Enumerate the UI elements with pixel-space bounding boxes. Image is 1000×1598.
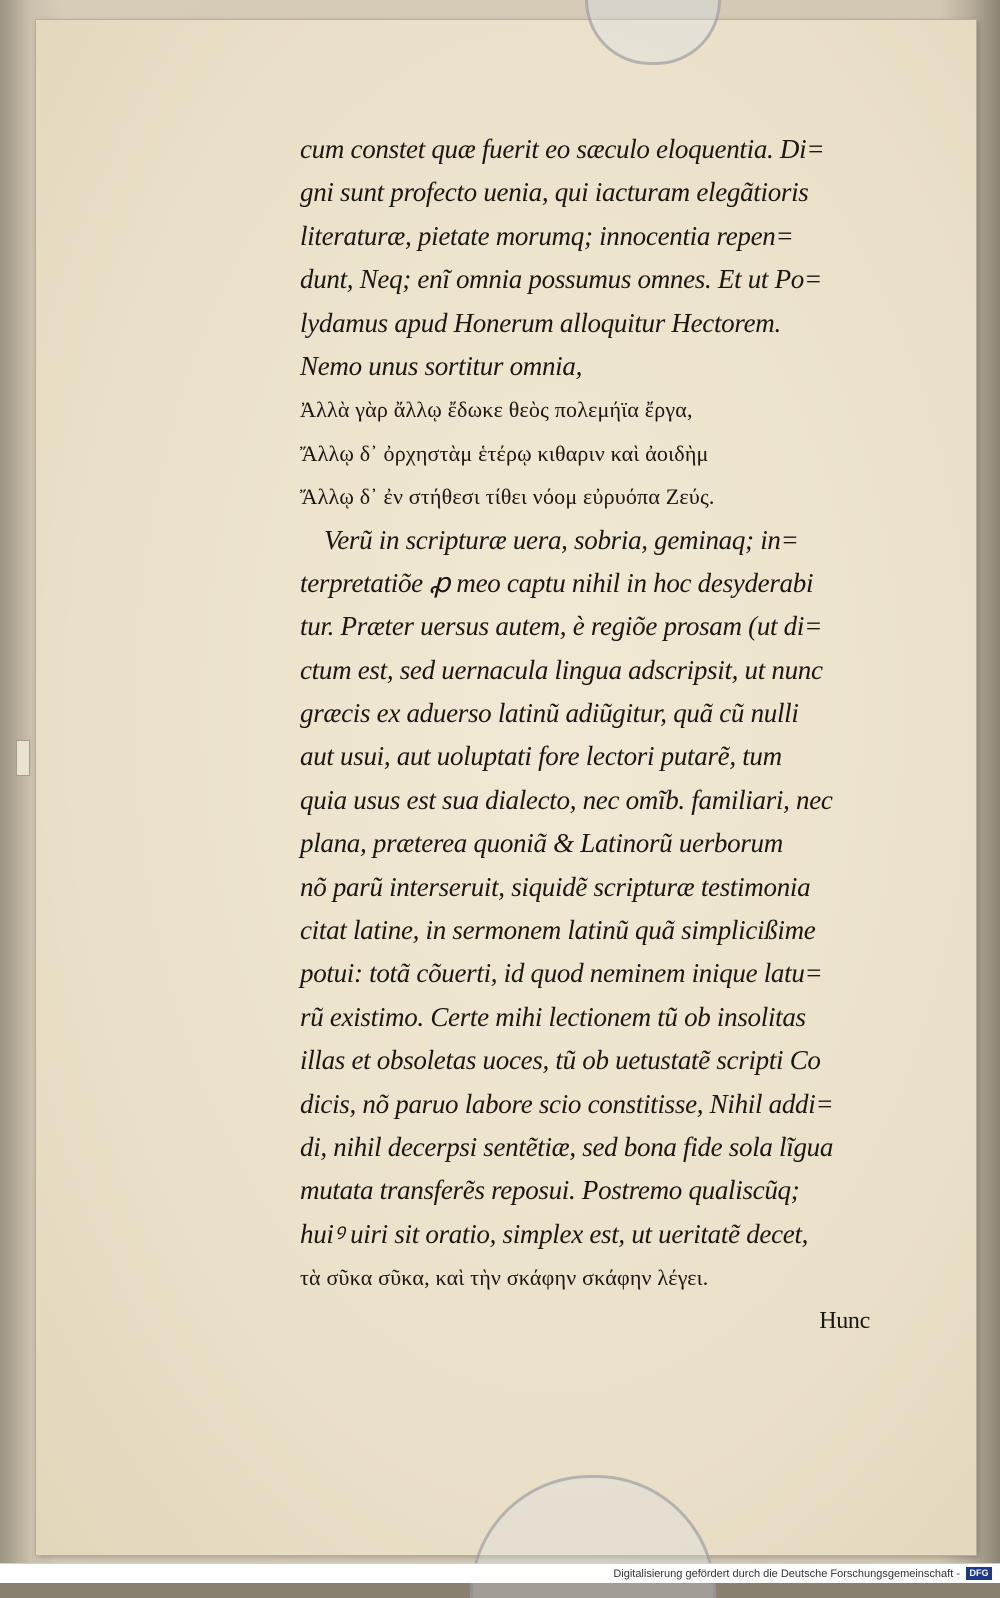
text-line: aut usui, aut uoluptati fore lectori putarẽ, tum <box>300 741 782 772</box>
text-line: mutata transferẽs reposui. Postremo qualiscũq; <box>300 1175 800 1206</box>
text-line: illas et obsoletas uoces, tũ ob uetustatẽ scripti Co <box>300 1045 821 1076</box>
catchword: Hunc <box>819 1307 870 1334</box>
text-line: potui: totã cõuerti, id quod neminem inique latu= <box>300 958 823 989</box>
text-line: lydamus apud Honerum alloquitur Hectorem. <box>300 307 781 338</box>
text-line: dicis, nõ paruo labore scio constitisse, Nihil addi= <box>300 1088 834 1119</box>
binding-tab <box>16 740 30 776</box>
text-line: tur. Præter uersus autem, è regiõe prosam (ut di= <box>300 611 822 642</box>
greek-verse-line: Ἀλλὰ γὰρ ἄλλῳ ἔδωκε θεὸς πολεμήϊα ἔργα, <box>300 397 693 423</box>
text-line: gni sunt profecto uenia, qui iacturam elegãtioris <box>300 177 809 208</box>
text-block <box>300 128 920 1343</box>
text-line: græcis ex aduerso latinũ adiũgitur, quã cũ nulli <box>300 698 799 729</box>
text-line: rũ existimo. Certe mihi lectionem tũ ob insolitas <box>300 1001 806 1032</box>
text-line: dunt, Neq; enĩ omnia possumus omnes. Et ut Po= <box>300 264 822 295</box>
text-line: di, nihil decerpsi sentẽtiæ, sed bona fide sola lĩgua <box>300 1131 834 1162</box>
text-line: citat latine, in sermonem latinũ quã simplicißime <box>300 915 816 946</box>
text-line: terpretatiõe ꝓ meo captu nihil in hoc desyderabi <box>300 567 814 598</box>
text-line: Verũ in scripturæ uera, sobria, geminaq; in= <box>324 524 799 555</box>
greek-verse-line: Ἄλλῳ δ᾽ ἐν στήθεσι τίθει νόομ εὐρυόπα Ζεύς. <box>300 484 715 510</box>
greek-proverb-line: τὰ σῦκα σῦκα, καὶ τὴν σκάφην σκάφην λέγει. <box>300 1265 709 1291</box>
text-line: nõ parũ interseruit, siquidẽ scripturæ testimonia <box>300 871 811 902</box>
text-line: plana, præterea quoniã & Latinorũ uerborum <box>300 828 783 859</box>
text-line: Nemo unus sortitur omnia, <box>300 350 583 381</box>
text-line: huiꝰ uiri sit oratio, simplex est, ut ueritatẽ decet, <box>300 1218 809 1249</box>
text-line: ctum est, sed uernacula lingua adscripsit, ut nunc <box>300 654 823 685</box>
digitization-footer <box>0 1563 1000 1583</box>
footer-credit: Digitalisierung gefördert durch die Deutsche Forschungsgemeinschaft - <box>613 1568 960 1580</box>
text-line: literaturæ, pietate morumq; innocentia repen= <box>300 220 794 251</box>
greek-verse-line: Ἄλλῳ δ᾽ ὀρχηστὰμ ἑτέρῳ κιθαριν καὶ ἀοιδὴμ <box>300 440 709 466</box>
text-line: quia usus est sua dialecto, nec omĩb. familiari, nec <box>300 784 833 815</box>
text-line: cum constet quæ fuerit eo sæculo eloquentia. Di= <box>300 134 825 164</box>
dfg-logo: DFG <box>966 1567 992 1580</box>
